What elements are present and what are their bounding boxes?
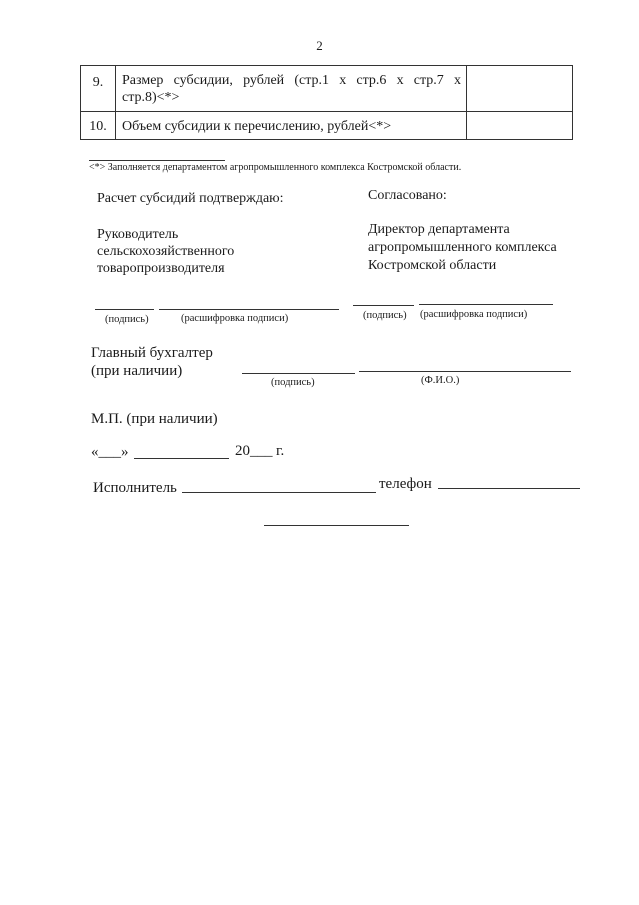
head-title-line1: Руководитель — [97, 227, 179, 242]
table-row — [81, 66, 573, 112]
director-title-line3: Костромской области — [368, 258, 497, 273]
executor-name-line — [182, 492, 376, 493]
head-decode-caption: (расшифровка подписи) — [181, 313, 289, 324]
row-description: Объем субсидии к перечислению, рублей<*> — [116, 112, 467, 140]
head-title-line3: товаропроизводителя — [97, 261, 225, 276]
date-day: «___» — [91, 444, 129, 460]
footnote-rule — [89, 160, 225, 161]
footnote: <*> Заполняется департаментом агропромышленного комплекса Костромской области. — [89, 162, 462, 173]
row-description-line1: Размер субсидии, рублей (стр.1 х стр.6 х стр.7 х — [122, 73, 461, 88]
stamp-label: М.П. (при наличии) — [91, 411, 218, 427]
director-decode-line — [419, 304, 553, 305]
director-signature-line — [353, 305, 414, 306]
accountant-name-caption: (Ф.И.О.) — [421, 375, 460, 386]
table-row — [81, 112, 573, 140]
director-title-line2: агропромышленного комплекса — [368, 240, 557, 255]
phone-label: телефон — [379, 476, 432, 492]
accountant-signature-caption: (подпись) — [271, 377, 315, 388]
director-title-line1: Директор департамента — [368, 222, 510, 237]
accountant-title-line1: Главный бухгалтер — [91, 345, 213, 361]
confirm-label: Расчет субсидий подтверждаю: — [97, 191, 284, 206]
closing-rule — [264, 525, 409, 526]
date-month-line — [134, 458, 229, 459]
date-year-suffix: г. — [276, 443, 285, 459]
director-signature-caption: (подпись) — [363, 310, 407, 321]
subsidy-table — [80, 65, 573, 140]
accountant-name-line — [359, 371, 571, 372]
head-title-line2: сельскохозяйственного — [97, 244, 235, 259]
accountant-title-line2: (при наличии) — [91, 363, 183, 379]
row-description — [116, 66, 467, 112]
date-year: 20___ — [235, 443, 273, 459]
row-number: 10. — [81, 112, 116, 140]
head-signature-line — [95, 309, 154, 310]
accountant-signature-line — [242, 373, 355, 374]
row-number: 9. — [81, 66, 116, 112]
agreed-label: Согласовано: — [368, 188, 447, 203]
head-decode-line — [159, 309, 339, 310]
row-value — [467, 112, 573, 140]
executor-label: Исполнитель — [93, 480, 177, 496]
row-value — [467, 66, 573, 112]
head-signature-caption: (подпись) — [105, 314, 149, 325]
phone-line — [438, 488, 580, 489]
page-number: 2 — [316, 38, 323, 53]
director-decode-caption: (расшифровка подписи) — [420, 309, 528, 320]
row-description-line2: стр.8)<*> — [122, 90, 180, 105]
